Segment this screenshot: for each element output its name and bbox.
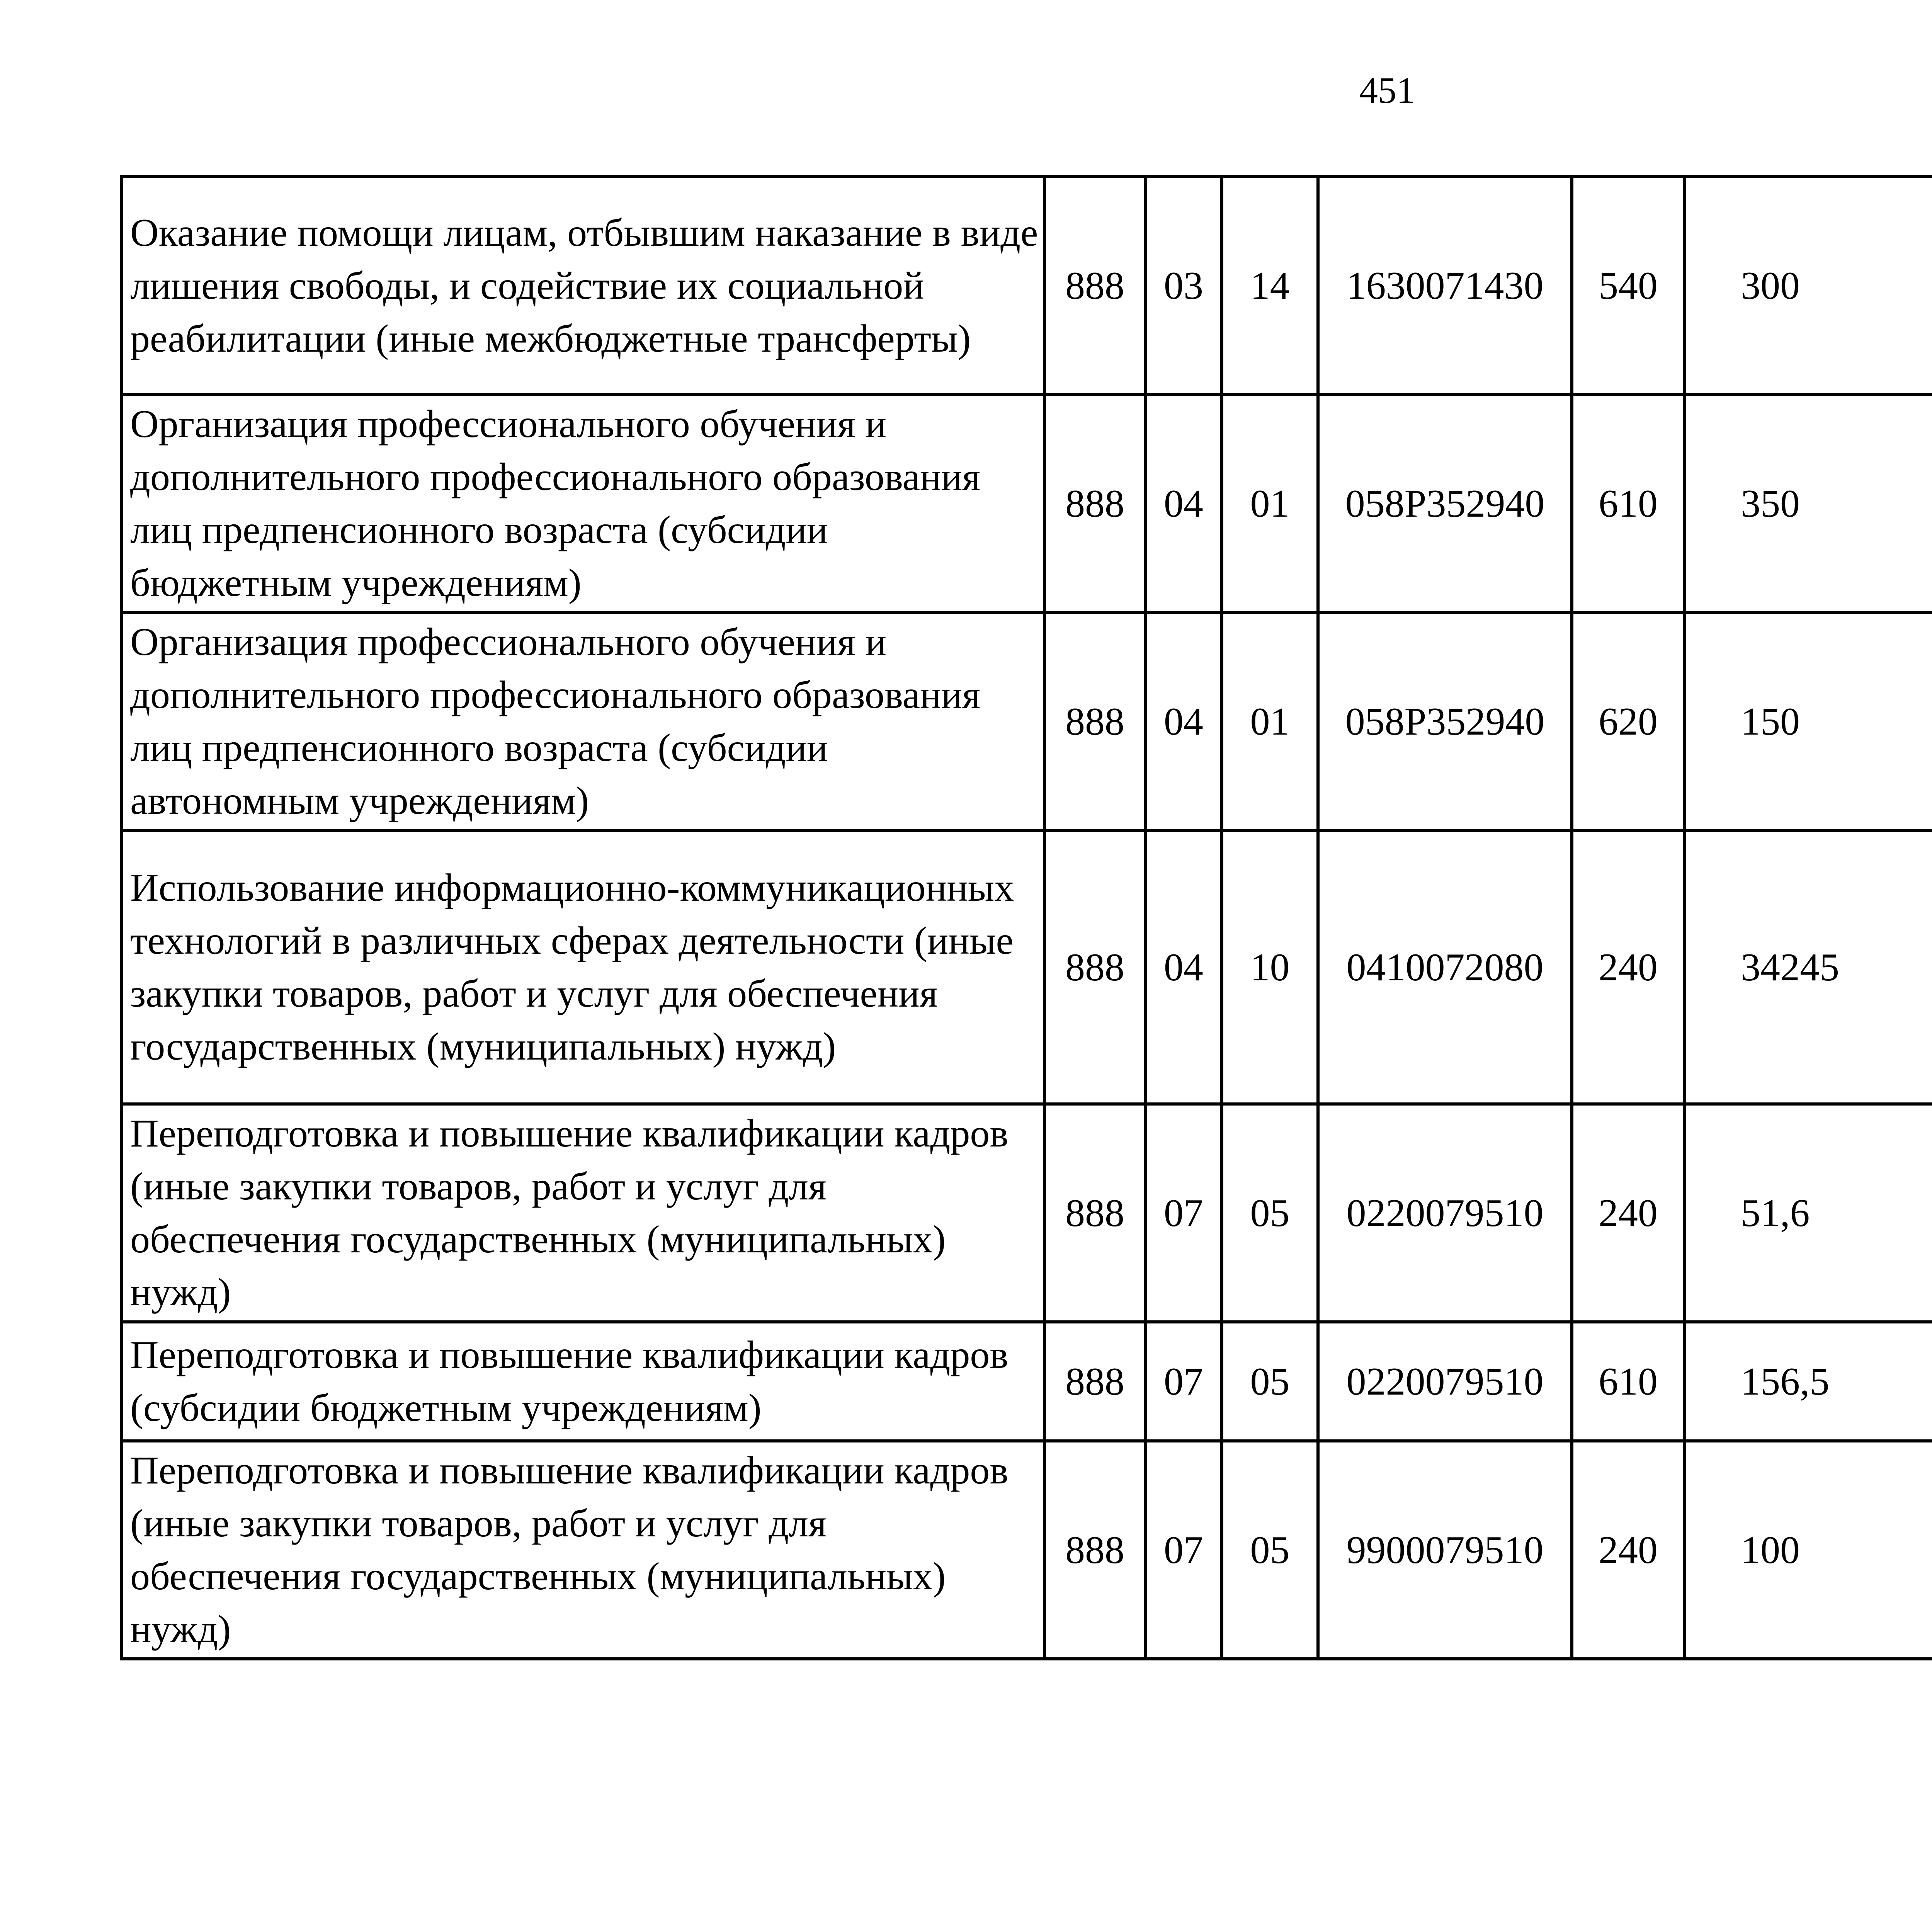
grbs-code: 888 — [1044, 612, 1145, 830]
amount-1: 100 — [1684, 1441, 1932, 1659]
budget-table — [120, 175, 1932, 1660]
grbs-code: 888 — [1044, 1104, 1145, 1322]
row-name: Переподготовка и повышение квалификации кадров (субсидии бюджетным учреждениям) — [122, 1322, 1044, 1441]
amount-1: 51,6 — [1684, 1104, 1932, 1322]
amount-1: 34245 — [1684, 830, 1932, 1104]
table-row — [122, 395, 1932, 612]
grbs-code: 888 — [1044, 1441, 1145, 1659]
subsection-code: 05 — [1222, 1322, 1318, 1441]
grbs-code: 888 — [1044, 830, 1145, 1104]
amount-1: 350 — [1684, 395, 1932, 612]
grbs-code: 888 — [1044, 1322, 1145, 1441]
subsection-code: 10 — [1222, 830, 1318, 1104]
section-code: 07 — [1145, 1322, 1222, 1441]
amount-1: 150 — [1684, 612, 1932, 830]
grbs-code: 888 — [1044, 395, 1145, 612]
target-article-code: 058P352940 — [1318, 612, 1572, 830]
subsection-code: 05 — [1222, 1104, 1318, 1322]
section-code: 03 — [1145, 177, 1222, 395]
subsection-code: 01 — [1222, 395, 1318, 612]
table-row — [122, 612, 1932, 830]
target-article-code: 0410072080 — [1318, 830, 1572, 1104]
section-code: 04 — [1145, 612, 1222, 830]
expense-type-code: 240 — [1572, 1104, 1684, 1322]
grbs-code: 888 — [1044, 177, 1145, 395]
table-row — [122, 830, 1932, 1104]
amount-1: 156,5 — [1684, 1322, 1932, 1441]
section-code: 07 — [1145, 1104, 1222, 1322]
target-article-code: 1630071430 — [1318, 177, 1572, 395]
section-code: 07 — [1145, 1441, 1222, 1659]
row-name: Оказание помощи лицам, отбывшим наказание в виде лишения свободы, и содействие их социальной реабилитации (иные межбюджетные трансферты) — [122, 177, 1044, 395]
row-name: Переподготовка и повышение квалификации кадров (иные закупки товаров, работ и услуг для обеспечения государственных (муниципальных) нужд) — [122, 1104, 1044, 1322]
table-row — [122, 1104, 1932, 1322]
row-name: Организация профессионального обучения и дополнительного профессионального образования лиц предпенсионного возраста (субсидии автономным учреждениям) — [122, 612, 1044, 830]
expense-type-code: 240 — [1572, 830, 1684, 1104]
expense-type-code: 540 — [1572, 177, 1684, 395]
expense-type-code: 620 — [1572, 612, 1684, 830]
target-article-code: 0220079510 — [1318, 1322, 1572, 1441]
row-name: Организация профессионального обучения и дополнительного профессионального образования лиц предпенсионного возраста (субсидии бюджетным учреждениям) — [122, 395, 1044, 612]
target-article-code: 058P352940 — [1318, 395, 1572, 612]
subsection-code: 14 — [1222, 177, 1318, 395]
row-name: Переподготовка и повышение квалификации кадров (иные закупки товаров, работ и услуг для обеспечения государственных (муниципальных) нужд) — [122, 1441, 1044, 1659]
expense-type-code: 610 — [1572, 395, 1684, 612]
table-row — [122, 1441, 1932, 1659]
table-row — [122, 1322, 1932, 1441]
subsection-code: 01 — [1222, 612, 1318, 830]
subsection-code: 05 — [1222, 1441, 1318, 1659]
table-row — [122, 177, 1932, 395]
section-code: 04 — [1145, 830, 1222, 1104]
target-article-code: 9900079510 — [1318, 1441, 1572, 1659]
amount-1: 300 — [1684, 177, 1932, 395]
section-code: 04 — [1145, 395, 1222, 612]
row-name: Использование информационно-коммуникационных технологий в различных сферах деятельности (иные закупки товаров, работ и услуг для обеспечения государственных (муниципальных) нужд) — [122, 830, 1044, 1104]
expense-type-code: 610 — [1572, 1322, 1684, 1441]
target-article-code: 0220079510 — [1318, 1104, 1572, 1322]
page-number: 451 — [1359, 70, 1415, 111]
expense-type-code: 240 — [1572, 1441, 1684, 1659]
